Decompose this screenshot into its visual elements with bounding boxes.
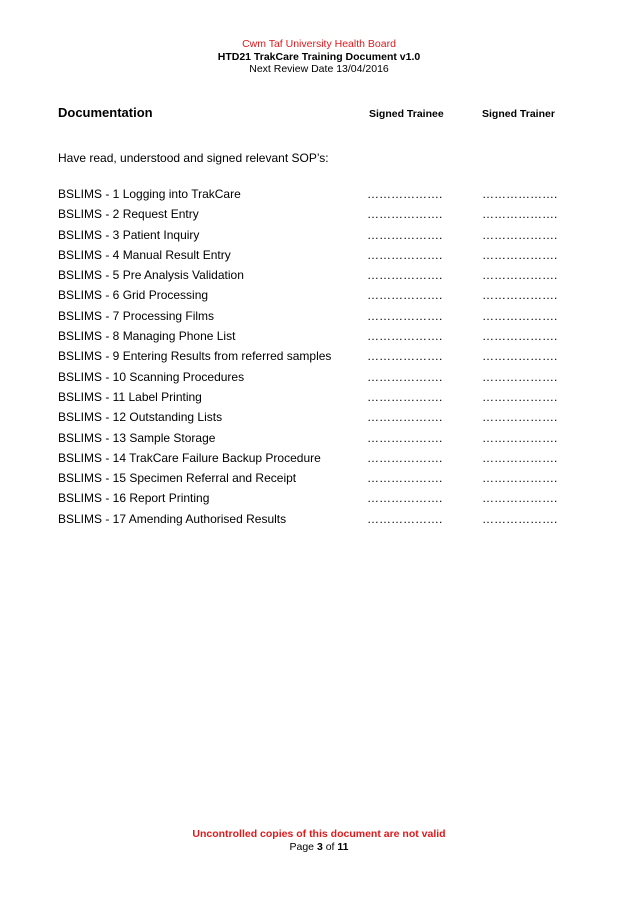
trainee-signature-line: ………………. — [367, 207, 443, 222]
page-footer — [0, 828, 638, 853]
sop-row — [58, 369, 568, 389]
organisation-name: Cwm Taf University Health Board — [242, 38, 396, 50]
sop-row — [58, 287, 568, 307]
sop-label: BSLIMS - 12 Outstanding Lists — [58, 410, 223, 425]
sop-label: BSLIMS - 6 Grid Processing — [58, 288, 209, 303]
page-number — [0, 841, 638, 854]
trainee-signature-line: ………………. — [367, 349, 443, 364]
sop-row — [58, 227, 568, 247]
trainee-signature-line: ………………. — [367, 369, 443, 384]
sop-label: BSLIMS - 16 Report Printing — [58, 491, 210, 506]
documentation-heading-row — [58, 105, 558, 123]
sop-label: BSLIMS - 11 Label Printing — [58, 389, 202, 404]
sop-row — [58, 490, 568, 510]
trainee-signature-line: ………………. — [367, 288, 443, 303]
trainer-signature-line: ………………. — [482, 450, 558, 465]
sop-row — [58, 308, 568, 328]
trainee-signature-line: ………………. — [367, 471, 443, 486]
page-current: 3 — [316, 840, 323, 853]
sop-row — [58, 267, 568, 287]
sop-row — [58, 511, 568, 531]
review-date: Next Review Date 13/04/2016 — [249, 63, 389, 75]
trainer-signature-line: ………………. — [482, 268, 558, 283]
trainer-signature-line: ………………. — [482, 349, 558, 364]
trainee-signature-line: ………………. — [367, 268, 443, 283]
sop-row — [58, 186, 568, 206]
page-of: of — [325, 840, 335, 853]
intro-statement: Have read, understood and signed relevant SOP’s: — [58, 151, 329, 165]
trainee-signature-line: ………………. — [367, 491, 443, 506]
sop-label: BSLIMS - 14 TrakCare Failure Backup Procedure — [58, 450, 321, 465]
sop-label: BSLIMS - 3 Patient Inquiry — [58, 227, 200, 242]
trainee-signature-line: ………………. — [367, 227, 443, 242]
page-total: 11 — [337, 840, 349, 853]
trainee-signature-line: ………………. — [367, 511, 443, 526]
trainer-signature-line: ………………. — [482, 207, 558, 222]
trainee-signature-line: ………………. — [367, 247, 443, 262]
sop-label: BSLIMS - 15 Specimen Referral and Receipt — [58, 471, 297, 486]
signed-trainer-header: Signed Trainer — [482, 108, 555, 120]
trainee-signature-line: ………………. — [367, 187, 443, 201]
sop-label: BSLIMS - 10 Scanning Procedures — [58, 369, 245, 384]
page-word: Page — [289, 840, 315, 853]
trainer-signature-line: ………………. — [482, 308, 558, 323]
uncontrolled-copy-warning: Uncontrolled copies of this document are not valid — [192, 828, 446, 840]
sop-label: BSLIMS - 5 Pre Analysis Validation — [58, 268, 244, 283]
sop-row — [58, 348, 568, 368]
trainer-signature-line: ………………. — [482, 471, 558, 486]
section-title: Documentation — [58, 105, 153, 120]
trainer-signature-line: ………………. — [482, 389, 558, 404]
page-header — [0, 38, 638, 76]
trainer-signature-line: ………………. — [482, 329, 558, 344]
trainee-signature-line: ………………. — [367, 329, 443, 344]
trainee-signature-line: ………………. — [367, 308, 443, 323]
trainer-signature-line: ………………. — [482, 410, 558, 425]
trainer-signature-line: ………………. — [482, 247, 558, 262]
document-title: HTD21 TrakCare Training Document v1.0 — [217, 50, 421, 63]
trainer-signature-line: ………………. — [482, 187, 558, 201]
trainer-signature-line: ………………. — [482, 430, 558, 445]
trainer-signature-line: ………………. — [482, 491, 558, 506]
trainer-signature-line: ………………. — [482, 369, 558, 384]
trainee-signature-line: ………………. — [367, 450, 443, 465]
sop-row — [58, 430, 568, 450]
sop-row — [58, 247, 568, 267]
trainee-signature-line: ………………. — [367, 389, 443, 404]
sop-row — [58, 470, 568, 490]
sop-row — [58, 450, 568, 470]
sop-label: BSLIMS - 17 Amending Authorised Results — [58, 511, 287, 526]
sop-label: BSLIMS - 4 Manual Result Entry — [58, 247, 231, 262]
trainer-signature-line: ………………. — [482, 288, 558, 303]
sop-label: BSLIMS - 7 Processing Films — [58, 308, 215, 323]
sop-row — [58, 206, 568, 226]
trainer-signature-line: ………………. — [482, 227, 558, 242]
sop-label: BSLIMS - 1 Logging into TrakCare — [58, 187, 241, 201]
trainee-signature-line: ………………. — [367, 410, 443, 425]
sop-label: BSLIMS - 8 Managing Phone List — [58, 329, 236, 344]
sop-label: BSLIMS - 9 Entering Results from referred samples — [58, 349, 332, 364]
trainer-signature-line: ………………. — [482, 511, 558, 526]
sop-list — [58, 186, 568, 531]
sop-row — [58, 409, 568, 429]
sop-row — [58, 389, 568, 409]
sop-label: BSLIMS - 13 Sample Storage — [58, 430, 216, 445]
sop-label: BSLIMS - 2 Request Entry — [58, 207, 199, 222]
signed-trainee-header: Signed Trainee — [369, 108, 444, 120]
trainee-signature-line: ………………. — [367, 430, 443, 445]
sop-row — [58, 328, 568, 348]
